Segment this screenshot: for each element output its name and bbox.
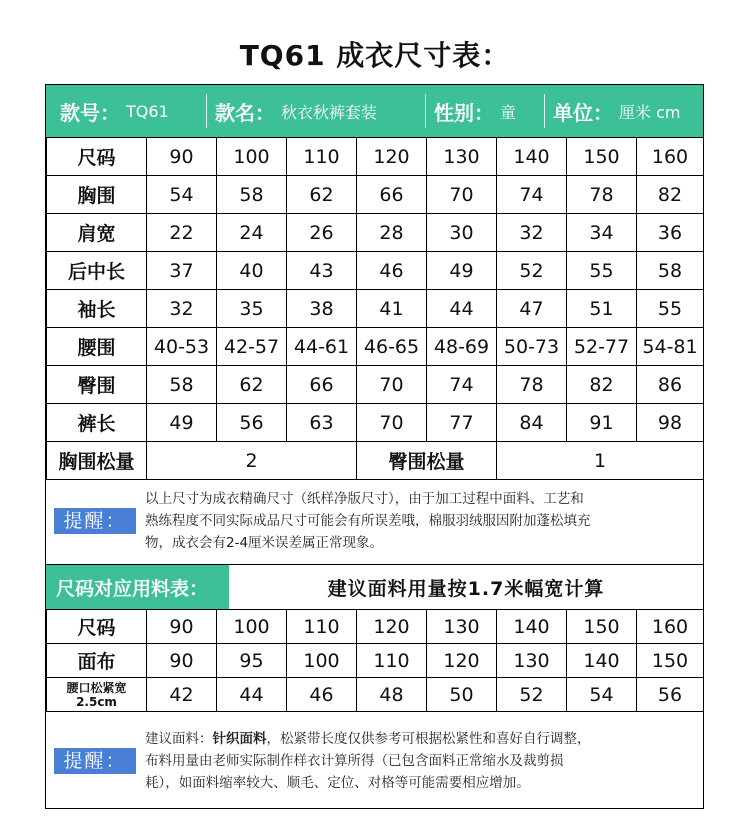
table-row (47, 176, 704, 214)
table-cell: 90 (147, 644, 217, 678)
table-cell: 90 (147, 610, 217, 644)
reminder-note-2 (46, 714, 703, 808)
name-cell (207, 85, 425, 137)
table-cell: 82 (567, 366, 637, 404)
table-row (47, 366, 704, 404)
table-cell: 130 (497, 644, 567, 678)
table-cell: 47 (497, 290, 567, 328)
table-cell: 49 (147, 404, 217, 442)
gender-cell (426, 85, 544, 137)
table-cell: 86 (637, 366, 704, 404)
table-cell: 74 (427, 366, 497, 404)
table-cell: 50 (427, 678, 497, 712)
table-cell: 150 (567, 610, 637, 644)
unit-label: 单位： (553, 100, 613, 125)
table-cell: 100 (287, 644, 357, 678)
reminder-line: 耗），如面料缩率较大、顺毛、定位、对格等可能需要相应增加。 (145, 775, 530, 791)
page-title: TQ61 成衣尺寸表： (239, 39, 511, 72)
row-label: 肩宽 (47, 214, 147, 252)
table-cell: 70 (357, 366, 427, 404)
table-cell: 37 (147, 252, 217, 290)
table-cell: 46-65 (357, 328, 427, 366)
table-cell: 140 (567, 644, 637, 678)
fabric-advice-highlight: 针织面料 (212, 731, 267, 747)
table-cell: 52-77 (567, 328, 637, 366)
reminder-line: 布料用量由老师实际制作样衣计算所得（已包含面料正常缩水及裁剪损 (145, 753, 564, 769)
table-row (47, 678, 704, 712)
table-cell: 30 (427, 214, 497, 252)
table-cell: 110 (287, 610, 357, 644)
table-cell: 48-69 (427, 328, 497, 366)
table-cell: 44 (217, 678, 287, 712)
table-cell: 42 (147, 678, 217, 712)
table-cell: 98 (637, 404, 704, 442)
fabric-advice-prefix: 建议面料： (145, 731, 213, 747)
table-cell: 44-61 (287, 328, 357, 366)
table-cell: 58 (637, 252, 704, 290)
table-cell: 32 (147, 290, 217, 328)
hip-ease-value: 1 (497, 442, 704, 480)
table-cell: 84 (497, 404, 567, 442)
unit-value: 厘米 cm (619, 102, 681, 122)
fabric-table (46, 609, 704, 712)
name-label: 款名： (215, 100, 275, 125)
reminder-text (145, 488, 591, 554)
table-cell: 74 (497, 176, 567, 214)
table-cell: 91 (567, 404, 637, 442)
fabric-section-label: 尺码对应用料表： (46, 565, 229, 609)
table-cell: 43 (287, 252, 357, 290)
table-cell: 110 (357, 644, 427, 678)
table-cell: 77 (427, 404, 497, 442)
reminder-text (145, 728, 591, 794)
table-cell: 54-81 (637, 328, 704, 366)
table-cell: 35 (217, 290, 287, 328)
table-cell: 78 (567, 176, 637, 214)
reminder-line (145, 728, 591, 750)
row-label: 尺码 (47, 610, 147, 644)
header-divider (206, 94, 207, 128)
row-label: 裤长 (47, 404, 147, 442)
table-cell: 52 (497, 252, 567, 290)
style-no-value: TQ61 (126, 101, 169, 121)
table-cell: 26 (287, 214, 357, 252)
table-cell: 56 (217, 404, 287, 442)
table-cell: 38 (287, 290, 357, 328)
table-cell: 42-57 (217, 328, 287, 366)
style-no-label: 款号： (60, 100, 120, 125)
fabric-advice-rest: ，松紧带长度仅供参考可根据松紧性和喜好自行调整， (266, 731, 591, 747)
reminder-badge: 提醒： (54, 748, 136, 774)
table-cell: 28 (357, 214, 427, 252)
reminder-line: 物，成衣会有2-4厘米误差属正常现象。 (145, 535, 384, 551)
unit-cell (545, 85, 703, 137)
name-value: 秋衣秋裤套装 (281, 102, 378, 122)
table-row (47, 214, 704, 252)
hip-ease-label: 臀围松量 (357, 442, 497, 480)
table-cell: 82 (637, 176, 704, 214)
table-cell: 78 (497, 366, 567, 404)
table-cell: 95 (217, 644, 287, 678)
header-divider (544, 94, 545, 128)
reminder-badge: 提醒： (54, 508, 136, 534)
table-cell: 70 (427, 176, 497, 214)
table-cell: 90 (147, 138, 217, 176)
row-label: 尺码 (47, 138, 147, 176)
table-cell: 160 (637, 138, 704, 176)
size-table (46, 137, 704, 480)
row-label: 腰围 (47, 328, 147, 366)
table-cell: 40-53 (147, 328, 217, 366)
table-row (47, 290, 704, 328)
table-cell: 46 (287, 678, 357, 712)
gender-value: 童 (500, 102, 517, 122)
table-cell: 54 (567, 678, 637, 712)
table-cell: 140 (497, 610, 567, 644)
table-row (47, 252, 704, 290)
header-bar (46, 85, 703, 137)
waist-band-width: 2.5cm (76, 694, 117, 709)
table-cell: 120 (427, 644, 497, 678)
table-cell: 44 (427, 290, 497, 328)
style-no-cell (46, 85, 206, 137)
header-divider (425, 94, 426, 128)
ease-row (47, 442, 704, 480)
size-chart (45, 84, 704, 809)
waist-band-label-line: 腰口松紧宽 (66, 680, 127, 695)
table-cell: 55 (567, 252, 637, 290)
table-cell: 70 (357, 404, 427, 442)
table-cell: 49 (427, 252, 497, 290)
table-cell: 54 (147, 176, 217, 214)
table-row (47, 404, 704, 442)
table-cell: 130 (427, 138, 497, 176)
table-cell: 46 (357, 252, 427, 290)
table-cell: 100 (217, 138, 287, 176)
row-label: 胸围 (47, 176, 147, 214)
table-cell: 120 (357, 610, 427, 644)
gender-label: 性别： (434, 100, 494, 125)
table-cell: 34 (567, 214, 637, 252)
table-cell: 62 (287, 176, 357, 214)
table-cell: 150 (567, 138, 637, 176)
table-cell: 58 (217, 176, 287, 214)
table-cell: 40 (217, 252, 287, 290)
table-cell: 22 (147, 214, 217, 252)
reminder-line: 以上尺寸为成衣精确尺寸（纸样净版尺寸），由于加工过程中面料、工艺和 (145, 491, 584, 507)
table-cell: 62 (217, 366, 287, 404)
table-cell: 150 (637, 644, 704, 678)
table-cell: 50-73 (497, 328, 567, 366)
table-row (47, 610, 704, 644)
fabric-section-subtitle: 建议面料用量按1.7米幅宽计算 (327, 577, 605, 600)
table-cell: 32 (497, 214, 567, 252)
table-cell: 52 (497, 678, 567, 712)
table-cell: 100 (217, 610, 287, 644)
table-cell: 36 (637, 214, 704, 252)
table-cell: 51 (567, 290, 637, 328)
chest-ease-label: 胸围松量 (47, 442, 147, 480)
row-label: 臀围 (47, 366, 147, 404)
row-label: 后中长 (47, 252, 147, 290)
table-cell: 110 (287, 138, 357, 176)
table-cell: 55 (637, 290, 704, 328)
table-cell: 66 (287, 366, 357, 404)
table-cell: 130 (427, 610, 497, 644)
table-row (47, 138, 704, 176)
table-cell: 120 (357, 138, 427, 176)
reminder-note-1 (46, 478, 703, 565)
table-cell: 41 (357, 290, 427, 328)
reminder-line: 熟练程度不同实际成品尺寸可能会有所误差哦，棉服羽绒服因附加蓬松填充 (145, 513, 591, 529)
row-label: 袖长 (47, 290, 147, 328)
table-cell: 63 (287, 404, 357, 442)
table-cell: 56 (637, 678, 704, 712)
table-cell: 140 (497, 138, 567, 176)
fabric-section-header (46, 565, 703, 609)
table-cell: 66 (357, 176, 427, 214)
table-cell: 48 (357, 678, 427, 712)
table-row (47, 644, 704, 678)
waist-band-label (47, 678, 147, 712)
table-cell: 58 (147, 366, 217, 404)
table-cell: 24 (217, 214, 287, 252)
chest-ease-value: 2 (147, 442, 357, 480)
table-cell: 160 (637, 610, 704, 644)
table-row (47, 328, 704, 366)
row-label: 面布 (47, 644, 147, 678)
